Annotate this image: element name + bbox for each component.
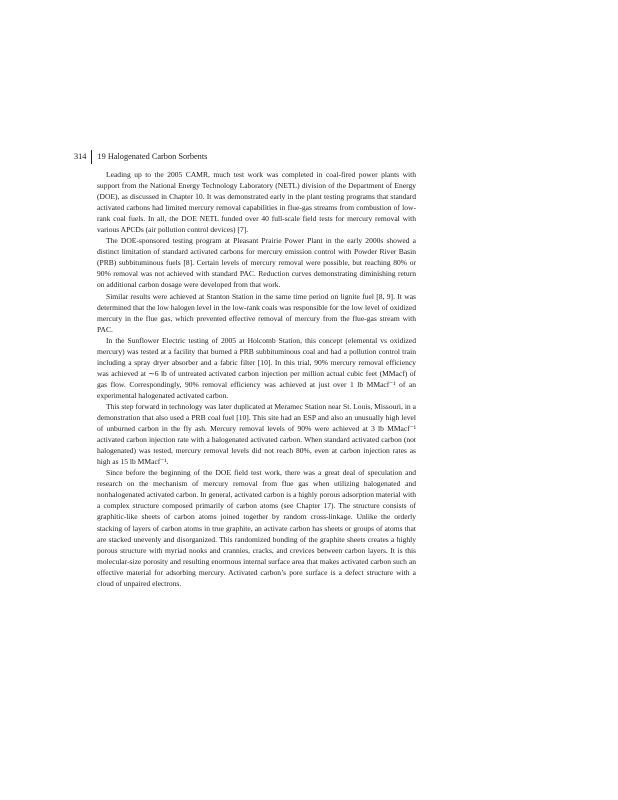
- paragraph: Leading up to the 2005 CAMR, much test work was completed in coal-fired power plants with support from the National Energy Technology Laboratory (NETL) division of the Department of Energy (DOE), as discussed in Chapter 10. It was demonstrated early in the plant testing programs that standard activated carbons had limited mercury removal capabilities in flue-gas streams from combustion of low-rank coal fuels. In all, the DOE NETL funded over 40 full-scale field tests for mercury removal with various APCDs (air pollution control devices) [7].: [97, 170, 416, 235]
- header-divider: [91, 150, 92, 164]
- paragraph: In the Sunflower Electric testing of 2005 at Holcomb Station, this concept (elemental vs oxidized mercury) was tested at a facility that burned a PRB subbituminous coal and had a pollution control train including a spray dryer absorber and a fabric filter [10]. In this trial, 90% mercury removal efficiency was achieved at ∼6 lb of untreated activated carbon injection per million actual cubic feet (MMacf) of gas flow. Correspondingly, 90% removal efficiency was achieved at just over 1 lb MMacf⁻¹ of an experimental halogenated activated carbon.: [97, 335, 416, 400]
- body-text: [97, 169, 416, 589]
- page-number: 314: [74, 152, 87, 161]
- chapter-title: 19 Halogenated Carbon Sorbents: [97, 152, 208, 161]
- paragraph: Since before the beginning of the DOE field test work, there was a great deal of speculation and research on the mechanism of mercury removal from flue gas when utilizing halogenated and nonhalogenated activated carbon. In general, activated carbon is a highly porous adsorption material with a complex structure composed primarily of carbon atoms (see Chapter 17). The structure consists of graphitic-like sheets of carbon atoms joined together by random cross-linkage. Unlike the orderly stacking of layers of carbon atoms in true graphite, an activate carbon has sheets or groups of atoms that are stacked unevenly and disorganized. This randomized bonding of the graphite sheets creates a highly porous structure with myriad nooks and crannies, cracks, and crevices between carbon layers. It is this molecular-size porosity and resulting enormous internal surface area that makes activated carbon such an effective material for adsorbing mercury. Activated carbon’s pore surface is a defect structure with a cloud of unpaired electrons.: [97, 468, 416, 588]
- paragraph: The DOE-sponsored testing program at Pleasant Prairie Power Plant in the early 2000s showed a distinct limitation of standard activated carbons for mercury emission control with Powder River Basin (PRB) subbituminous fuels [8]. Certain levels of mercury removal were possible, but reaching 80% or 90% removal was not achieved with standard PAC. Reduction curves demonstrating diminishing return on additional carbon dosage were developed from that work.: [97, 236, 416, 290]
- paragraph: Similar results were achieved at Stanton Station in the same time period on lignite fuel [8, 9]. It was determined that the low halogen level in the low-rank coals was responsible for the low level of oxidized mercury in the flue gas, which prevented effective removal of mercury from the flue-gas stream with PAC.: [97, 291, 416, 334]
- paragraph: This step forward in technology was later duplicated at Meramec Station near St. Louis, Missouri, in a demonstration that also used a PRB coal fuel [10]. This site had an ESP and also an unusually high level of unburned carbon in the fly ash. Mercury removal levels of 90% were achieved at 3 lb MMacf⁻¹ activated carbon injection rate with a halogenated activated carbon. When standard activated carbon (not halogenated) was tested, mercury removal levels did not reach 80%, even at carbon injection rates as high as 15 lb MMacf⁻¹.: [97, 401, 416, 467]
- running-header: [74, 150, 207, 164]
